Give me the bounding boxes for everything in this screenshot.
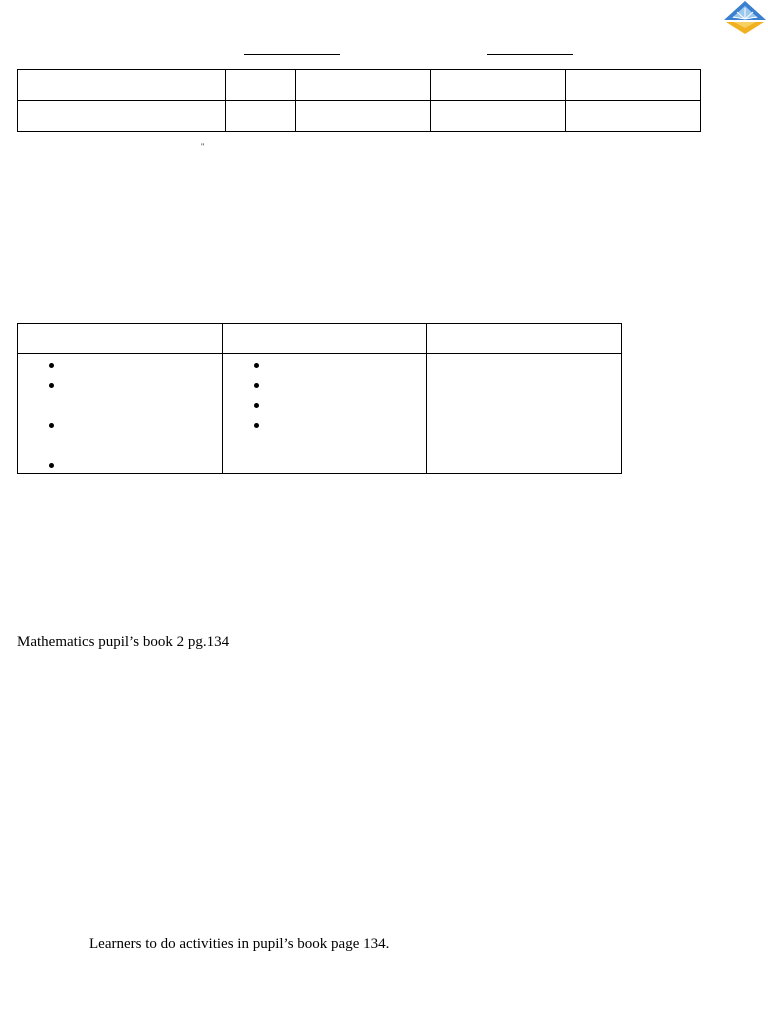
- blank-underline: [244, 54, 340, 55]
- table-cell: [426, 354, 621, 474]
- bullet-icon: [254, 403, 259, 408]
- bullet-icon: [49, 383, 54, 388]
- table-cell: [18, 354, 223, 474]
- table-cell: [566, 101, 701, 132]
- table-cell: [431, 101, 566, 132]
- table-row: [18, 354, 622, 474]
- table-row: [18, 70, 701, 101]
- bullet-icon: [49, 423, 54, 428]
- table-cell: [296, 101, 431, 132]
- bullet-icon: [254, 423, 259, 428]
- table-cell: [18, 101, 226, 132]
- bullet-table: [17, 323, 622, 474]
- blank-underline: [487, 54, 573, 55]
- header-info-table: [17, 69, 701, 132]
- table-cell: [296, 70, 431, 101]
- activity-text: Learners to do activities in pupil’s book page 134.: [89, 936, 390, 952]
- bullet-icon: [49, 463, 54, 468]
- table-cell: [431, 70, 566, 101]
- table-row: [18, 324, 622, 354]
- table-cell: [223, 354, 426, 474]
- table-cell: [566, 70, 701, 101]
- table-cell: [226, 101, 296, 132]
- stray-mark: ": [201, 142, 205, 151]
- table-header-cell: [426, 324, 621, 354]
- table-header-cell: [223, 324, 426, 354]
- table-row: [18, 101, 701, 132]
- diamond-sunburst-logo-icon: [722, 0, 768, 36]
- bullet-icon: [254, 383, 259, 388]
- table-cell: [18, 70, 226, 101]
- reference-text: Mathematics pupil’s book 2 pg.134: [17, 634, 230, 650]
- bullet-icon: [49, 363, 54, 368]
- table-header-cell: [18, 324, 223, 354]
- table-cell: [226, 70, 296, 101]
- bullet-icon: [254, 363, 259, 368]
